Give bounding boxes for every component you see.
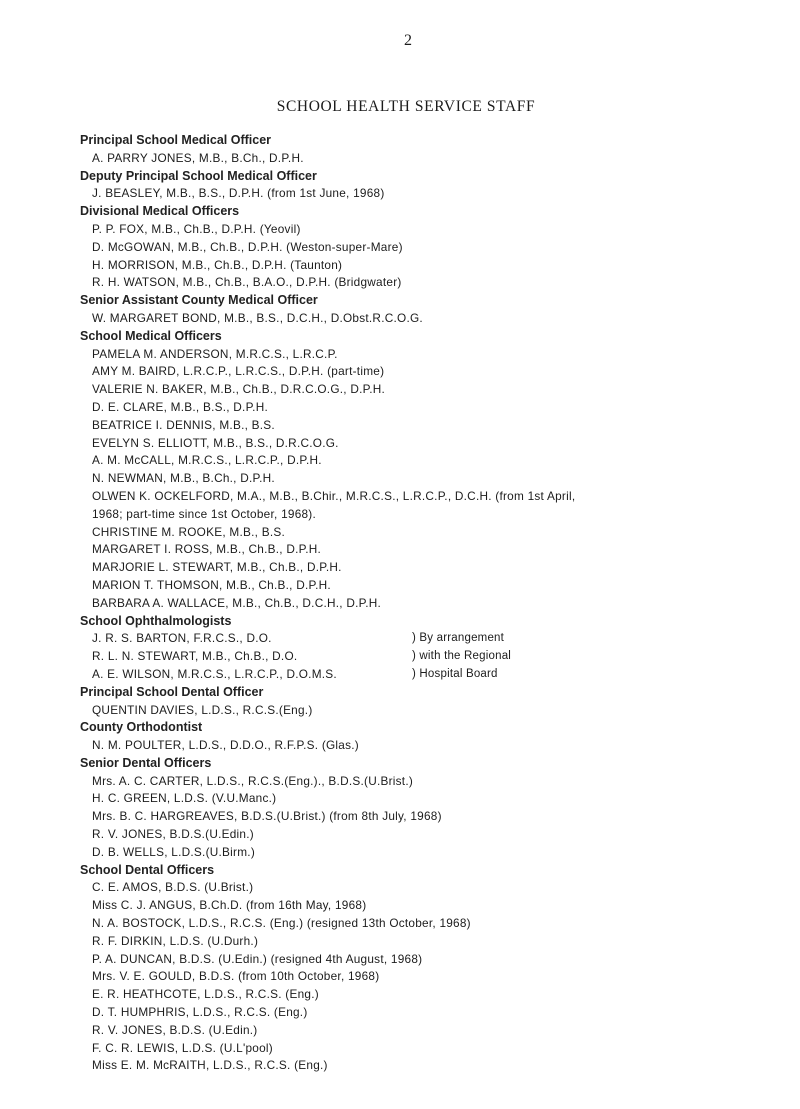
- ophthalmologist-group: [80, 630, 780, 683]
- staff-entry: D. McGOWAN, M.B., Ch.B., D.P.H. (Weston-super-Mare): [92, 239, 403, 254]
- staff-entry: P. P. FOX, M.B., Ch.B., D.P.H. (Yeovil): [92, 221, 301, 236]
- section-heading: Senior Dental Officers: [80, 755, 212, 770]
- section-heading: County Orthodontist: [80, 720, 203, 735]
- page-number: 2: [404, 32, 412, 49]
- staff-entry: J. R. S. BARTON, F.R.C.S., D.O.: [92, 631, 272, 646]
- staff-entry: 1968; part-time since 1st October, 1968).: [92, 506, 317, 521]
- staff-entry: BEATRICE I. DENNIS, M.B., B.S.: [92, 417, 275, 432]
- staff-entry: P. A. DUNCAN, B.D.S. (U.Edin.) (resigned 4th August, 1968): [92, 951, 423, 966]
- staff-entry: Mrs. A. C. CARTER, L.D.S., R.C.S.(Eng.)., B.D.S.(U.Brist.): [92, 773, 414, 788]
- section-heading: Principal School Medical Officer: [80, 133, 272, 147]
- staff-entry: N. A. BOSTOCK, L.D.S., R.C.S. (Eng.) (resigned 13th October, 1968): [92, 916, 471, 931]
- arrangement-note-line: ) By arrangement: [412, 632, 505, 645]
- staff-entry: H. MORRISON, M.B., Ch.B., D.P.H. (Taunton): [92, 257, 343, 272]
- staff-entry: F. C. R. LEWIS, L.D.S. (U.L'pool): [92, 1040, 273, 1055]
- staff-entry: D. T. HUMPHRIS, L.D.S., R.C.S. (Eng.): [92, 1005, 308, 1020]
- section-heading: School Medical Officers: [80, 328, 222, 343]
- staff-entry: MARION T. THOMSON, M.B., Ch.B., D.P.H.: [92, 577, 331, 592]
- staff-entry: OLWEN K. OCKELFORD, M.A., M.B., B.Chir., M.R.C.S., L.R.C.P., D.C.H. (from 1st April,: [92, 488, 576, 503]
- staff-entry: H. C. GREEN, L.D.S. (V.U.Manc.): [92, 791, 277, 806]
- staff-entry: Miss E. M. McRAITH, L.D.S., R.C.S. (Eng.): [92, 1058, 328, 1073]
- staff-list: [80, 132, 780, 1075]
- section-heading: School Dental Officers: [80, 862, 215, 877]
- staff-entry: VALERIE N. BAKER, M.B., Ch.B., D.R.C.O.G., D.P.H.: [92, 382, 386, 397]
- staff-entry: R. V. JONES, B.D.S.(U.Edin.): [92, 827, 254, 842]
- staff-entry: R. F. DIRKIN, L.D.S. (U.Durh.): [92, 933, 259, 948]
- staff-entry: R. V. JONES, B.D.S. (U.Edin.): [92, 1022, 258, 1037]
- section-heading: Principal School Dental Officer: [80, 684, 264, 699]
- staff-entry: QUENTIN DAVIES, L.D.S., R.C.S.(Eng.): [92, 702, 313, 717]
- staff-entry: PAMELA M. ANDERSON, M.R.C.S., L.R.C.P.: [92, 346, 338, 361]
- staff-entry: Miss C. J. ANGUS, B.Ch.D. (from 16th May, 1968): [92, 898, 367, 913]
- section-heading: Deputy Principal School Medical Officer: [80, 168, 317, 183]
- section-heading: School Ophthalmologists: [80, 613, 232, 628]
- staff-entry: BARBARA A. WALLACE, M.B., Ch.B., D.C.H., D.P.H.: [92, 595, 382, 610]
- arrangement-note: [412, 630, 511, 683]
- staff-entry: Mrs. V. E. GOULD, B.D.S. (from 10th October, 1968): [92, 969, 380, 984]
- staff-entry: A. PARRY JONES, M.B., B.Ch., D.P.H.: [92, 150, 304, 165]
- staff-entry: A. E. WILSON, M.R.C.S., L.R.C.P., D.O.M.S.: [92, 666, 337, 681]
- staff-entry: N. NEWMAN, M.B., B.Ch., D.P.H.: [92, 471, 275, 486]
- staff-entry: EVELYN S. ELLIOTT, M.B., B.S., D.R.C.O.G.: [92, 435, 339, 450]
- arrangement-note-line: ) Hospital Board: [412, 667, 498, 680]
- staff-entry: N. M. POULTER, L.D.S., D.D.O., R.F.P.S. (Glas.): [92, 738, 359, 753]
- staff-entry: E. R. HEATHCOTE, L.D.S., R.C.S. (Eng.): [92, 987, 319, 1002]
- staff-entry: AMY M. BAIRD, L.R.C.P., L.R.C.S., D.P.H. (part-time): [92, 364, 385, 379]
- document-title: SCHOOL HEALTH SERVICE STAFF: [276, 98, 536, 115]
- staff-entry: D. E. CLARE, M.B., B.S., D.P.H.: [92, 399, 269, 414]
- staff-entry: R. H. WATSON, M.B., Ch.B., B.A.O., D.P.H. (Bridgwater): [92, 275, 402, 290]
- staff-entry: A. M. McCALL, M.R.C.S., L.R.C.P., D.P.H.: [92, 453, 322, 468]
- staff-entry: C. E. AMOS, B.D.S. (U.Brist.): [92, 880, 254, 895]
- staff-entry: MARJORIE L. STEWART, M.B., Ch.B., D.P.H.: [92, 560, 342, 575]
- arrangement-note-line: ) with the Regional: [412, 650, 512, 663]
- staff-entry: Mrs. B. C. HARGREAVES, B.D.S.(U.Brist.) (from 8th July, 1968): [92, 809, 442, 824]
- staff-entry: J. BEASLEY, M.B., B.S., D.P.H. (from 1st June, 1968): [92, 186, 385, 201]
- staff-entry: MARGARET I. ROSS, M.B., Ch.B., D.P.H.: [92, 542, 322, 557]
- staff-entry: CHRISTINE M. ROOKE, M.B., B.S.: [92, 524, 285, 539]
- section-heading: Senior Assistant County Medical Officer: [80, 293, 318, 308]
- section-heading: Divisional Medical Officers: [80, 204, 240, 219]
- staff-entry: D. B. WELLS, L.D.S.(U.Birm.): [92, 844, 256, 859]
- staff-entry: R. L. N. STEWART, M.B., Ch.B., D.O.: [92, 649, 298, 664]
- staff-entry: W. MARGARET BOND, M.B., B.S., D.C.H., D.Obst.R.C.O.G.: [92, 310, 423, 325]
